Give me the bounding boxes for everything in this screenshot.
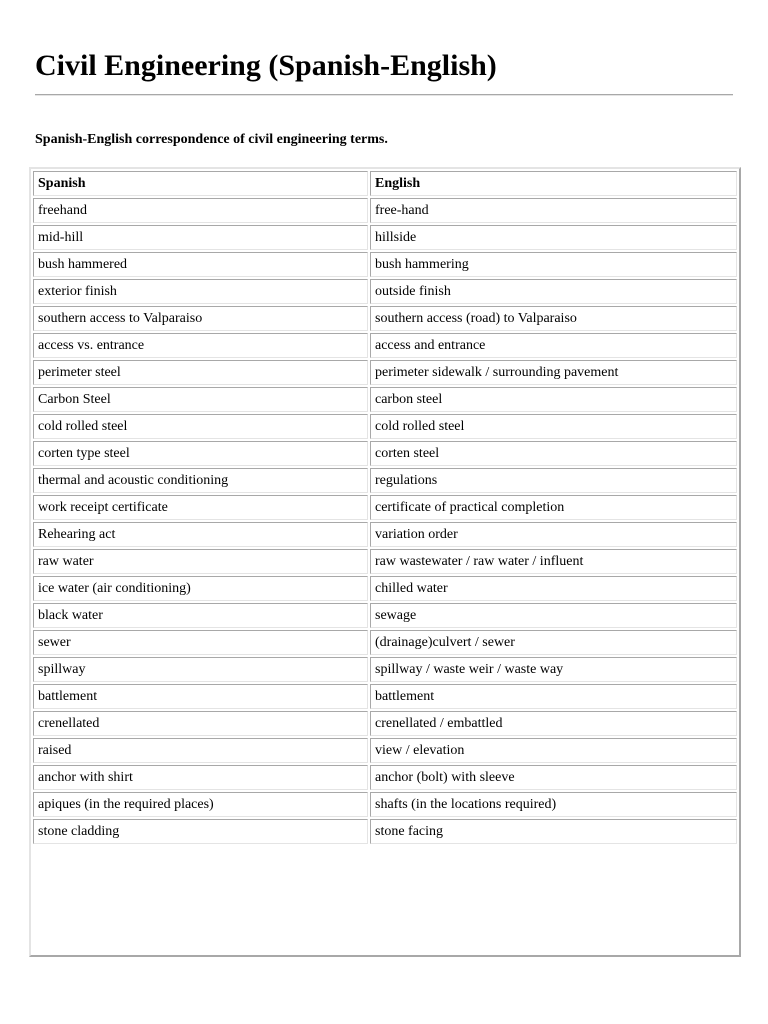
table-row	[33, 387, 737, 412]
english-cell: carbon steel	[370, 387, 737, 412]
page-title: Civil Engineering (Spanish-English)	[35, 49, 497, 82]
table-row	[33, 279, 737, 304]
spanish-cell: battlement	[33, 684, 368, 709]
english-cell: chilled water	[370, 576, 737, 601]
table-row	[33, 360, 737, 385]
table-row	[33, 333, 737, 358]
spanish-cell: perimeter steel	[33, 360, 368, 385]
spanish-cell: southern access to Valparaiso	[33, 306, 368, 331]
spanish-cell: cold rolled steel	[33, 414, 368, 439]
glossary-table	[31, 169, 739, 846]
spanish-cell: stone cladding	[33, 819, 368, 844]
intro-text: Spanish-English correspondence of civil engineering terms.	[35, 132, 388, 147]
english-cell: sewage	[370, 603, 737, 628]
english-cell: (drainage)culvert / sewer	[370, 630, 737, 655]
table-row	[33, 522, 737, 547]
spanish-cell: work receipt certificate	[33, 495, 368, 520]
spanish-cell: thermal and acoustic conditioning	[33, 468, 368, 493]
english-cell: access and entrance	[370, 333, 737, 358]
table-row	[33, 441, 737, 466]
english-cell: hillside	[370, 225, 737, 250]
spanish-cell: bush hammered	[33, 252, 368, 277]
table-row	[33, 414, 737, 439]
spanish-cell: access vs. entrance	[33, 333, 368, 358]
glossary-table-frame	[29, 167, 741, 957]
english-cell: free-hand	[370, 198, 737, 223]
table-row	[33, 738, 737, 763]
english-cell: spillway / waste weir / waste way	[370, 657, 737, 682]
table-row	[33, 576, 737, 601]
column-header-english: English	[370, 171, 737, 196]
table-row	[33, 657, 737, 682]
table-header-row	[33, 171, 737, 196]
english-cell: shafts (in the locations required)	[370, 792, 737, 817]
spanish-cell: corten type steel	[33, 441, 368, 466]
spanish-cell: black water	[33, 603, 368, 628]
glossary-table-body	[33, 171, 737, 844]
english-cell: southern access (road) to Valparaiso	[370, 306, 737, 331]
english-cell: crenellated / embattled	[370, 711, 737, 736]
spanish-cell: raw water	[33, 549, 368, 574]
table-row	[33, 684, 737, 709]
table-row	[33, 603, 737, 628]
spanish-cell: spillway	[33, 657, 368, 682]
english-cell: raw wastewater / raw water / influent	[370, 549, 737, 574]
table-row	[33, 549, 737, 574]
table-row	[33, 765, 737, 790]
table-row	[33, 819, 737, 844]
spanish-cell: Rehearing act	[33, 522, 368, 547]
table-row	[33, 711, 737, 736]
english-cell: outside finish	[370, 279, 737, 304]
english-cell: corten steel	[370, 441, 737, 466]
spanish-cell: sewer	[33, 630, 368, 655]
table-row	[33, 252, 737, 277]
english-cell: perimeter sidewalk / surrounding pavement	[370, 360, 737, 385]
table-row	[33, 198, 737, 223]
english-cell: battlement	[370, 684, 737, 709]
spanish-cell: freehand	[33, 198, 368, 223]
english-cell: cold rolled steel	[370, 414, 737, 439]
table-row	[33, 468, 737, 493]
table-row	[33, 225, 737, 250]
spanish-cell: ice water (air conditioning)	[33, 576, 368, 601]
table-row	[33, 495, 737, 520]
table-row	[33, 792, 737, 817]
horizontal-rule	[35, 94, 733, 96]
column-header-spanish: Spanish	[33, 171, 368, 196]
spanish-cell: Carbon Steel	[33, 387, 368, 412]
table-row	[33, 306, 737, 331]
spanish-cell: anchor with shirt	[33, 765, 368, 790]
english-cell: anchor (bolt) with sleeve	[370, 765, 737, 790]
english-cell: stone facing	[370, 819, 737, 844]
spanish-cell: raised	[33, 738, 368, 763]
spanish-cell: crenellated	[33, 711, 368, 736]
spanish-cell: exterior finish	[33, 279, 368, 304]
spanish-cell: mid-hill	[33, 225, 368, 250]
spanish-cell: apiques (in the required places)	[33, 792, 368, 817]
english-cell: view / elevation	[370, 738, 737, 763]
english-cell: certificate of practical completion	[370, 495, 737, 520]
english-cell: variation order	[370, 522, 737, 547]
english-cell: regulations	[370, 468, 737, 493]
table-row	[33, 630, 737, 655]
english-cell: bush hammering	[370, 252, 737, 277]
